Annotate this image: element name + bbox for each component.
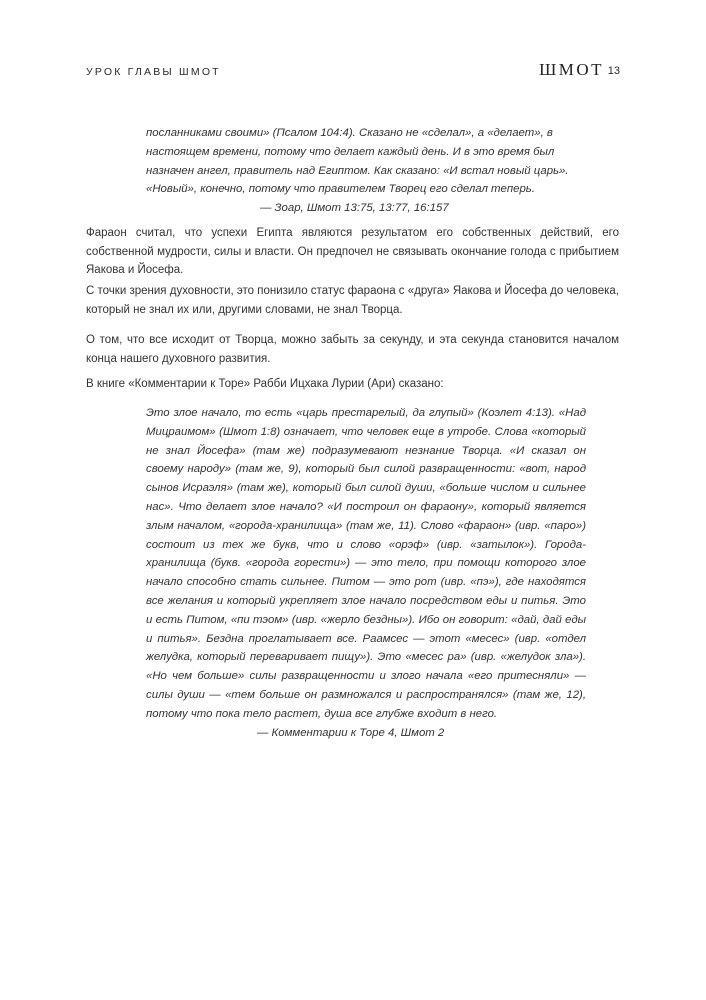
torah-commentary-text: Это злое начало, то есть «царь престарелый, да глупый» (Коэлет 4:13). «Над Мицраимом» (Шмот 1:8) означает, что человек еще в утробе. Слова «который не знал Йосефа» (там же) подразумевают незнание Творца. «И сказал он своему народу» (там же, 9), который был силой развращенности: «вот, народ сынов Исраэля» (там же), который был силой души, «больше числом и сильнее нас». Что делает злое начало? «И построил он фараону», который является злым началом, «города-хранилища» (там же, 11). Слово «фараон» (ивр. «паро») состоит из тех же букв, что и слово «орэф» (ивр. «затылок»). Города-хранилища (букв. «города горести») — это тело, при помощи которого злое начало способно стать сильнее. Питом — это рот (ивр. «пэ»), где находятся все желания и который укрепляет злое начало посредством еды и питья. Это и есть Питом, «пи тэом» (ивр. «жерло бездны»). Ибо он говорит: «дай, дай еды и питья». Бездна проглатывает все. Раамсес — этот «месес» (ивр. «отдел желудка, который переваривает пищу»). Это «месес ра» (ивр. «желудок зла»). «Но чем больше» силы развращенности и злого начала «его притесняли» — силы души — «тем больше он размножался и распространялся» (там же, 12), потому что пока тело растет, душа все глубже входит в него. — [146, 407, 586, 720]
zohar-quote-source: — Зоар, Шмот 13:75, 13:77, 16:157 — [260, 202, 449, 215]
zohar-quote — [146, 124, 578, 218]
paragraph-4: В книге «Комментарии к Торе» Рабби Ицхака Лурии (Ари) сказано: — [86, 378, 444, 390]
page-number: 13 — [607, 65, 620, 77]
paragraph-1: Фараон считал, что успехи Египта являются результатом его собственных действий, его собственной мудрости, силы и власти. Он предпочел не связывать окончание голода с прибытием Яакова и Йосефа. — [86, 227, 619, 276]
zohar-quote-text: посланниками своими» (Псалом 104:4). Сказано не «сделал», а «делает», в настоящем времени, потому что делает каждый день. И в это время был назначен ангел, правитель над Египтом. Как сказано: «И встал новый царь». «Новый», конечно, потому что правителем Творец его сделал теперь. — [146, 127, 569, 196]
torah-commentary-quote — [146, 404, 586, 742]
paragraph-2: С точки зрения духовности, это понизило статус фараона с «друга» Яакова и Йосефа до человека, который не знал их или, другими словами, не знал Творца. — [86, 285, 619, 316]
paragraph-3: О том, что все исходит от Творца, можно забыть за секунду, и эта секунда становится началом конца нашего духовного развития. — [86, 334, 619, 365]
running-header-section: УРОК ГЛАВЫ ШМОТ — [86, 66, 221, 78]
running-header-title: ШМОТ — [539, 60, 604, 79]
torah-commentary-source: — Комментарии к Торе 4, Шмот 2 — [257, 726, 445, 739]
